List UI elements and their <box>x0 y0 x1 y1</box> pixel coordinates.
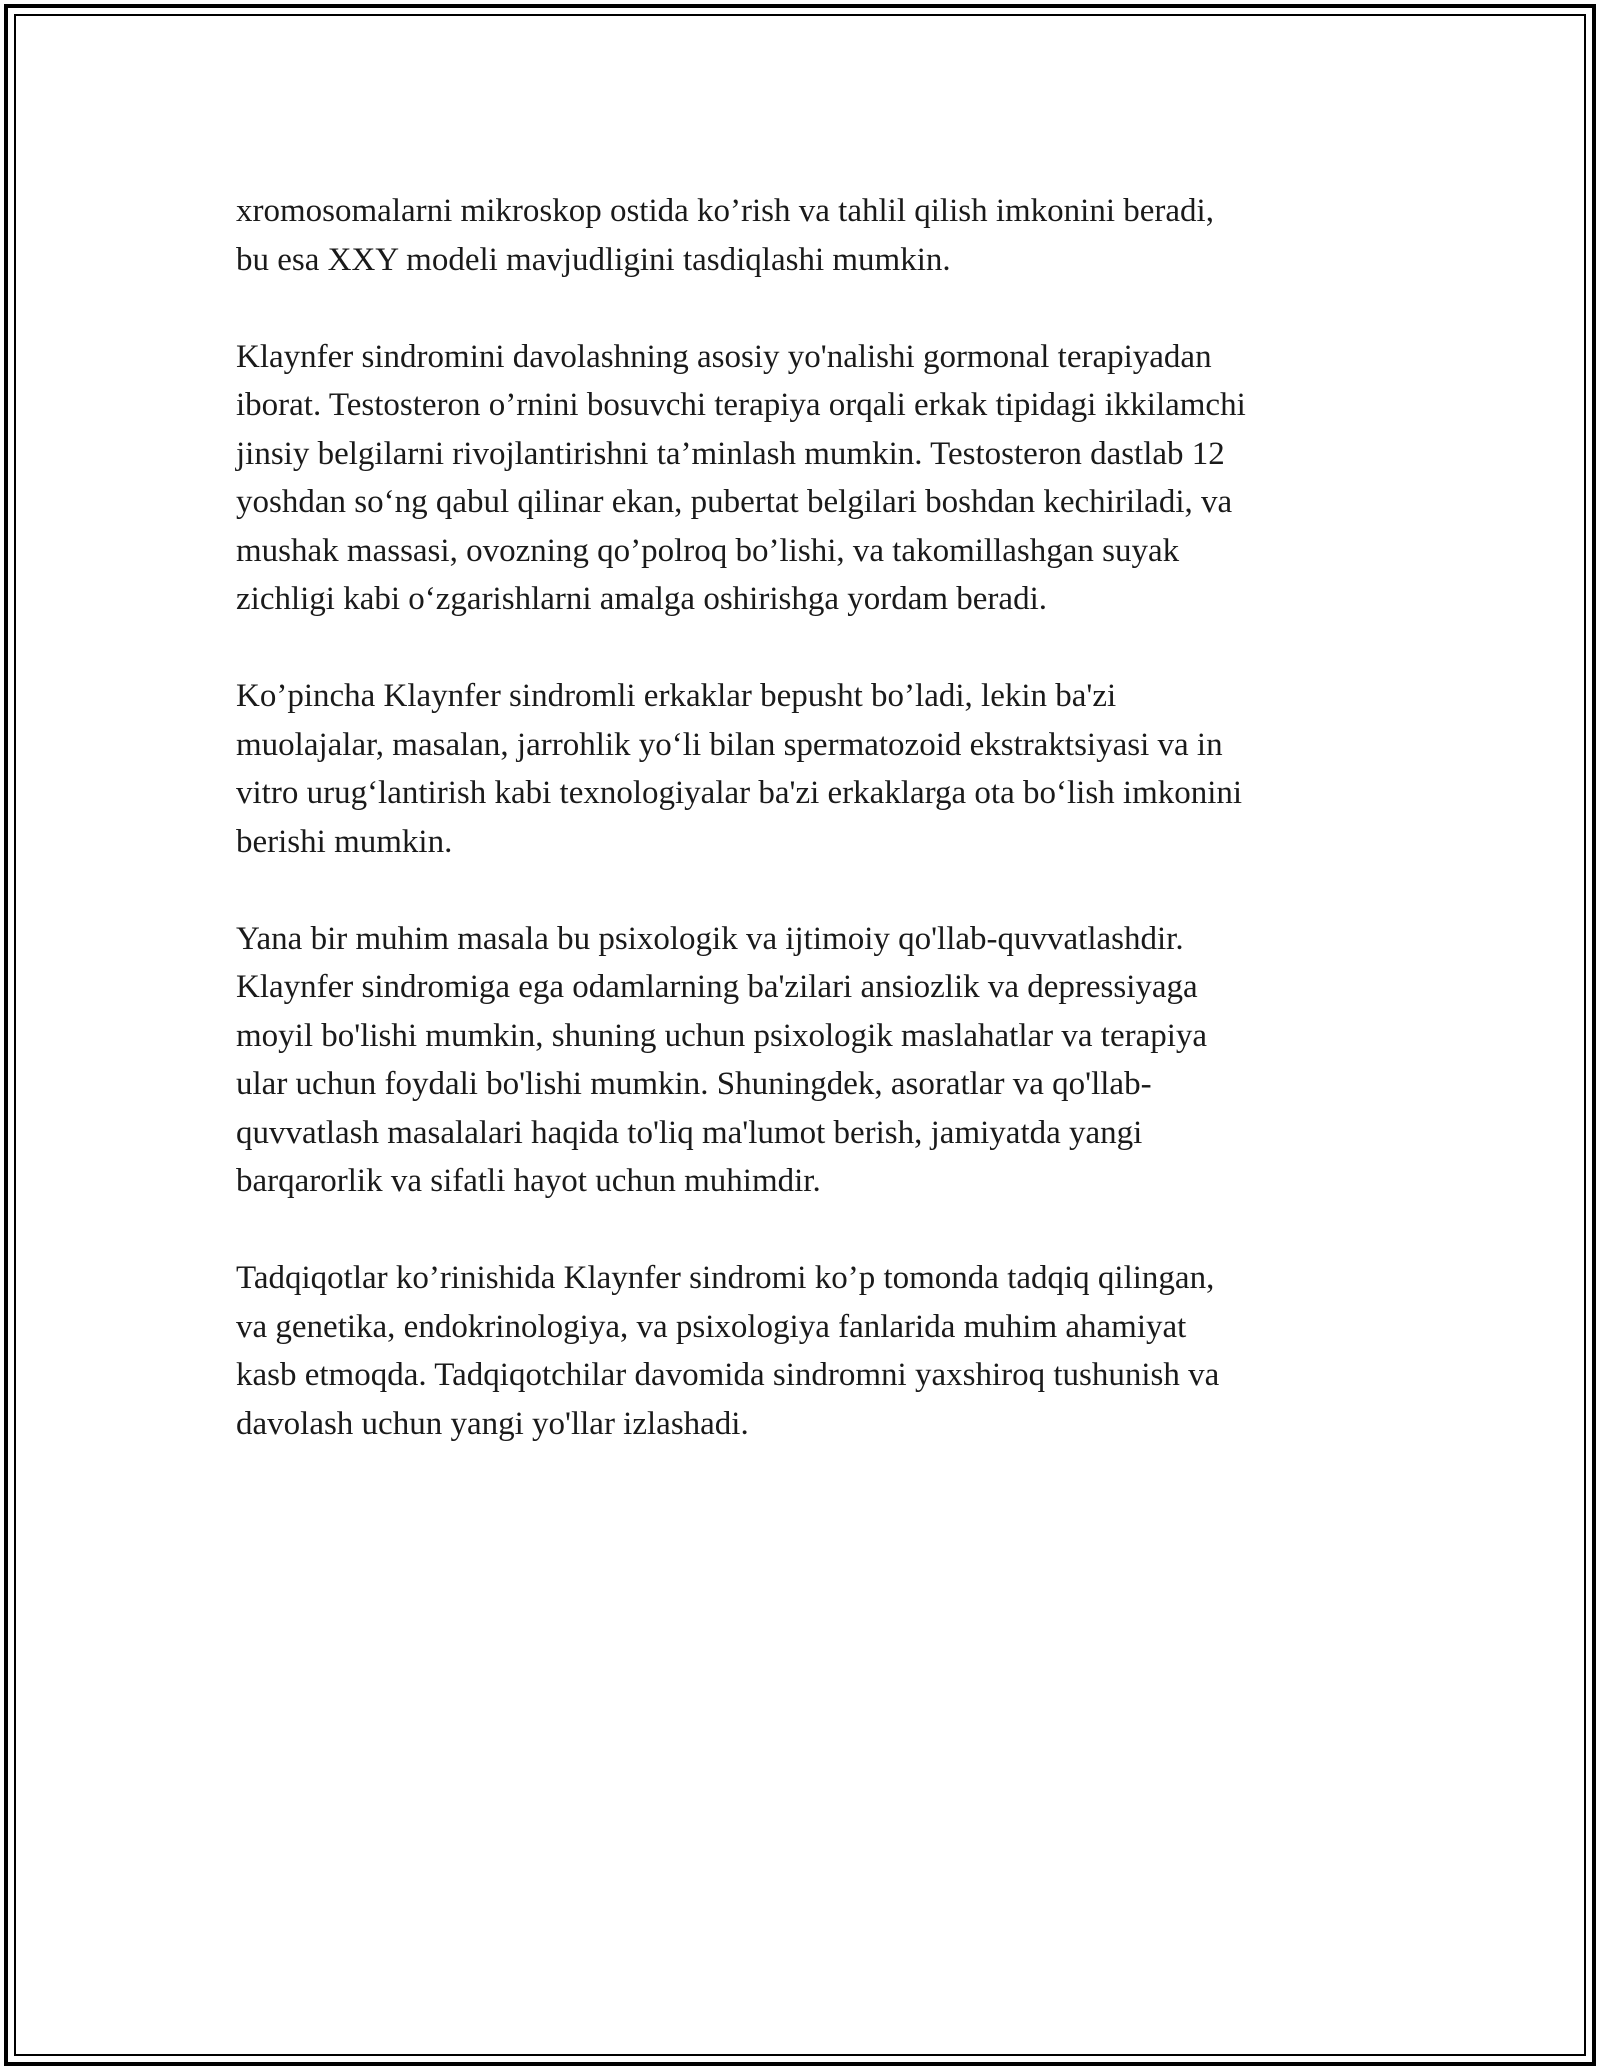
text-line: davolash uchun yangi yo'llar izlashadi. <box>236 1405 749 1442</box>
paragraph-fertility <box>236 672 1366 866</box>
text-line: kasb etmoqda. Tadqiqotchilar davomida sindromni yaxshiroq tushunish va <box>236 1357 1220 1393</box>
text-line: Tadqiqotlar ko’rinishida Klaynfer sindromi ko’p tomonda tadqiq qilingan, <box>236 1260 1215 1296</box>
text-line: yoshdan so‘ng qabul qilinar ekan, pubertat belgilari boshdan kechiriladi, va <box>236 484 1233 520</box>
text-line: Ko’pincha Klaynfer sindromli erkaklar bepusht bo’ladi, lekin ba'zi <box>236 678 1117 714</box>
paragraph-psychological-support <box>236 915 1366 1206</box>
text-line: jinsiy belgilarni rivojlantirishni ta’minlash mumkin. Testosteron dastlab 12 <box>236 435 1225 472</box>
text-line: Klaynfer sindromiga ega odamlarning ba'zilari ansiozlik va depressiyaga <box>236 969 1198 1005</box>
text-line: xromosomalarni mikroskop ostida ko’rish va tahlil qilish imkonini beradi, <box>236 193 1214 229</box>
text-line: Klaynfer sindromini davolashning asosiy yo'nalishi gormonal terapiyadan <box>236 338 1212 375</box>
text-line: barqarorlik va sifatli hayot uchun muhimdir. <box>236 1163 821 1199</box>
text-line: mushak massasi, ovozning qo’polroq bo’lishi, va takomillashgan suyak <box>236 532 1180 569</box>
text-line: bu esa XXY modeli mavjudligini tasdiqlashi mumkin. <box>236 241 951 278</box>
text-line: iborat. Testosteron o’rnini bosuvchi terapiya orqali erkak tipidagi ikkilamchi <box>236 387 1246 423</box>
paragraph-research <box>236 1254 1366 1448</box>
text-line: berishi mumkin. <box>236 823 453 860</box>
text-line: ular uchun foydali bo'lishi mumkin. Shuningdek, asoratlar va qo'llab- <box>236 1066 1152 1102</box>
text-line: Yana bir muhim masala bu psixologik va ijtimoiy qo'llab-quvvatlashdir. <box>236 920 1184 957</box>
text-line: muolajalar, masalan, jarrohlik yo‘li bilan spermatozoid ekstraktsiyasi va in <box>236 726 1223 763</box>
text-line: moyil bo'lishi mumkin, shuning uchun psixologik maslahatlar va terapiya <box>236 1017 1208 1054</box>
text-line: va genetika, endokrinologiya, va psixologiya fanlarida muhim ahamiyat <box>236 1308 1187 1345</box>
paragraph-hormonal-therapy <box>236 333 1366 624</box>
text-line: quvvatlash masalalari haqida to'liq ma'lumot berish, jamiyatda yangi <box>236 1114 1143 1151</box>
paragraph-chromosome-analysis <box>236 187 1366 284</box>
text-line: vitro urug‘lantirish kabi texnologiyalar ba'zi erkaklarga ota bo‘lish imkonini <box>236 775 1243 811</box>
text-line: zichligi kabi o‘zgarishlarni amalga oshirishga yordam beradi. <box>236 581 1047 617</box>
document-body <box>236 187 1366 1497</box>
